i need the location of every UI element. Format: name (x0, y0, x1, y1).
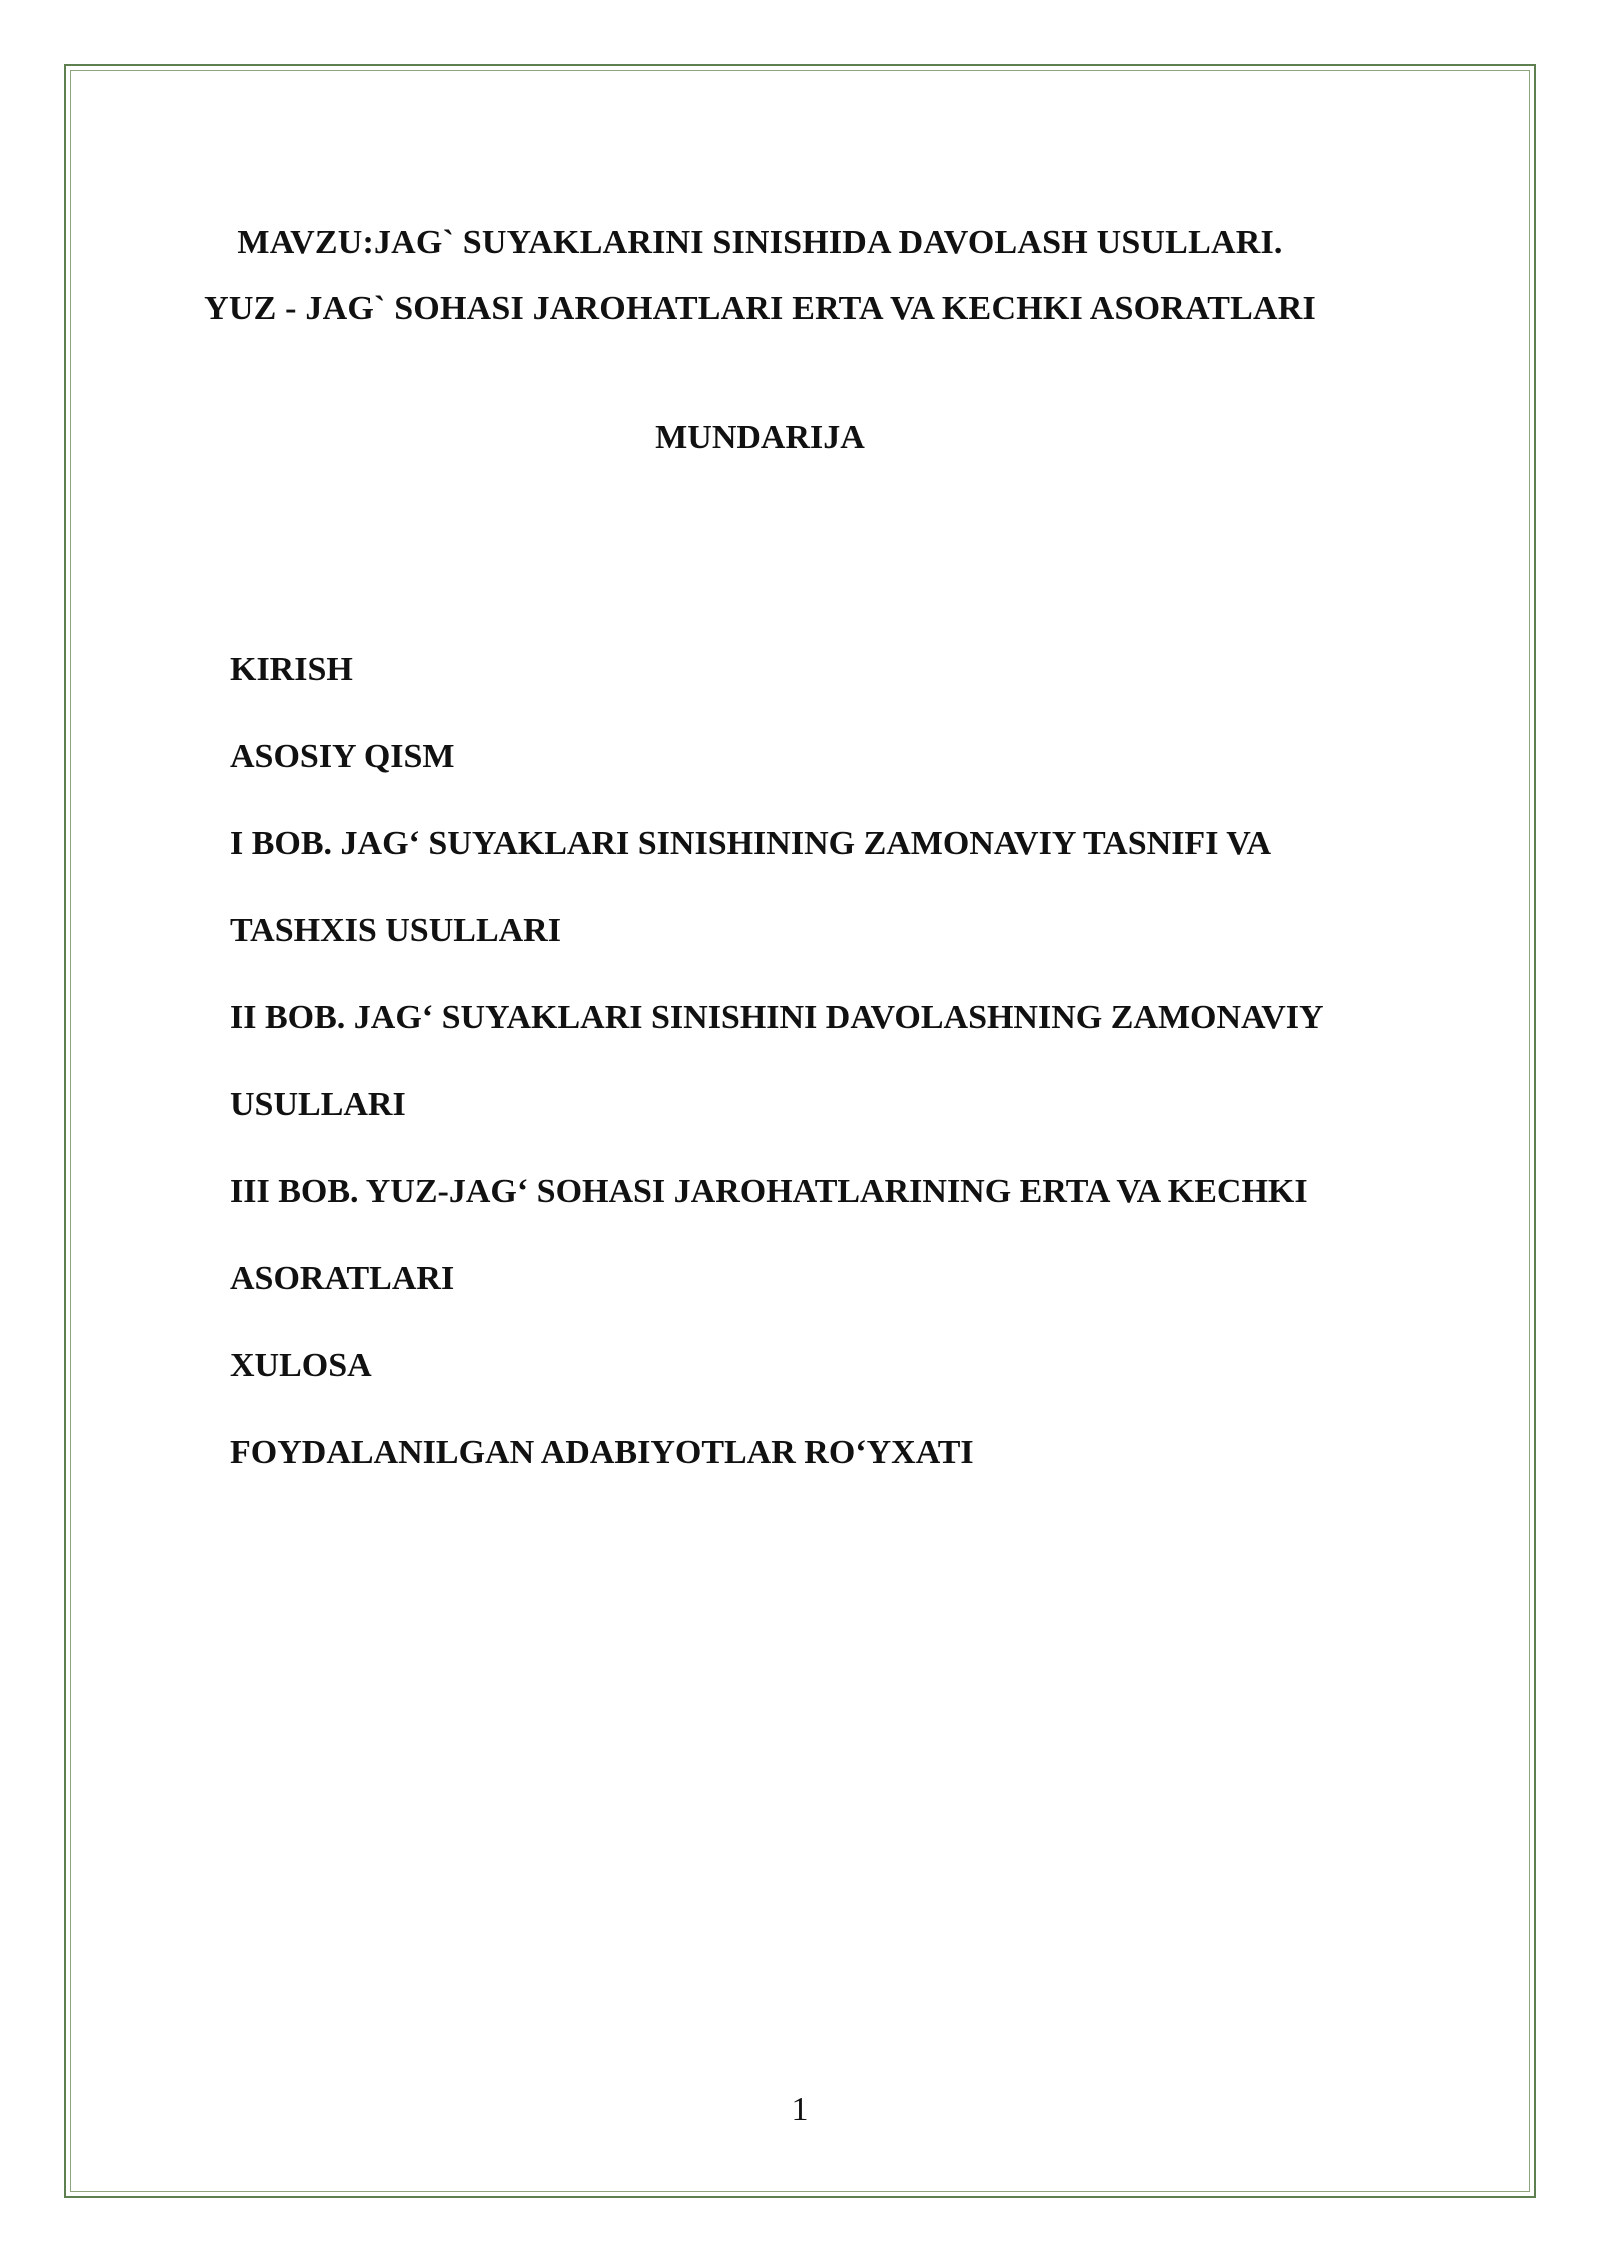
toc-item: FOYDALANILGAN ADABIYOTLAR RO‘YXATI (230, 1434, 974, 1471)
toc-item: KIRISH (230, 651, 353, 688)
toc-item: XULOSA (230, 1347, 372, 1384)
toc-item: II BOB. JAG‘ SUYAKLARI SINISHINI DAVOLASHNING ZAMONAVIY (230, 999, 1324, 1036)
toc-item: III BOB. YUZ-JAG‘ SOHASI JAROHATLARINING ERTA VA KECHKI (230, 1173, 1308, 1210)
toc-item: ASORATLARI (230, 1260, 455, 1297)
toc-item: USULLARI (230, 1086, 406, 1123)
toc-item: TASHXIS USULLARI (230, 912, 561, 949)
toc-item: I BOB. JAG‘ SUYAKLARI SINISHINING ZAMONAVIY TASNIFI VA (230, 825, 1272, 862)
document-title: MAVZU:JAG` SUYAKLARINI SINISHIDA DAVOLASH USULLARI. YUZ - JAG` SOHASI JAROHATLARI ERTA VA KECHKI ASORATLARI (204, 224, 1316, 327)
page-number: 1 (791, 2091, 809, 2128)
contents-heading: MUNDARIJA (655, 419, 865, 456)
toc-item: ASOSIY QISM (230, 738, 455, 775)
table-of-contents (230, 626, 1520, 1496)
